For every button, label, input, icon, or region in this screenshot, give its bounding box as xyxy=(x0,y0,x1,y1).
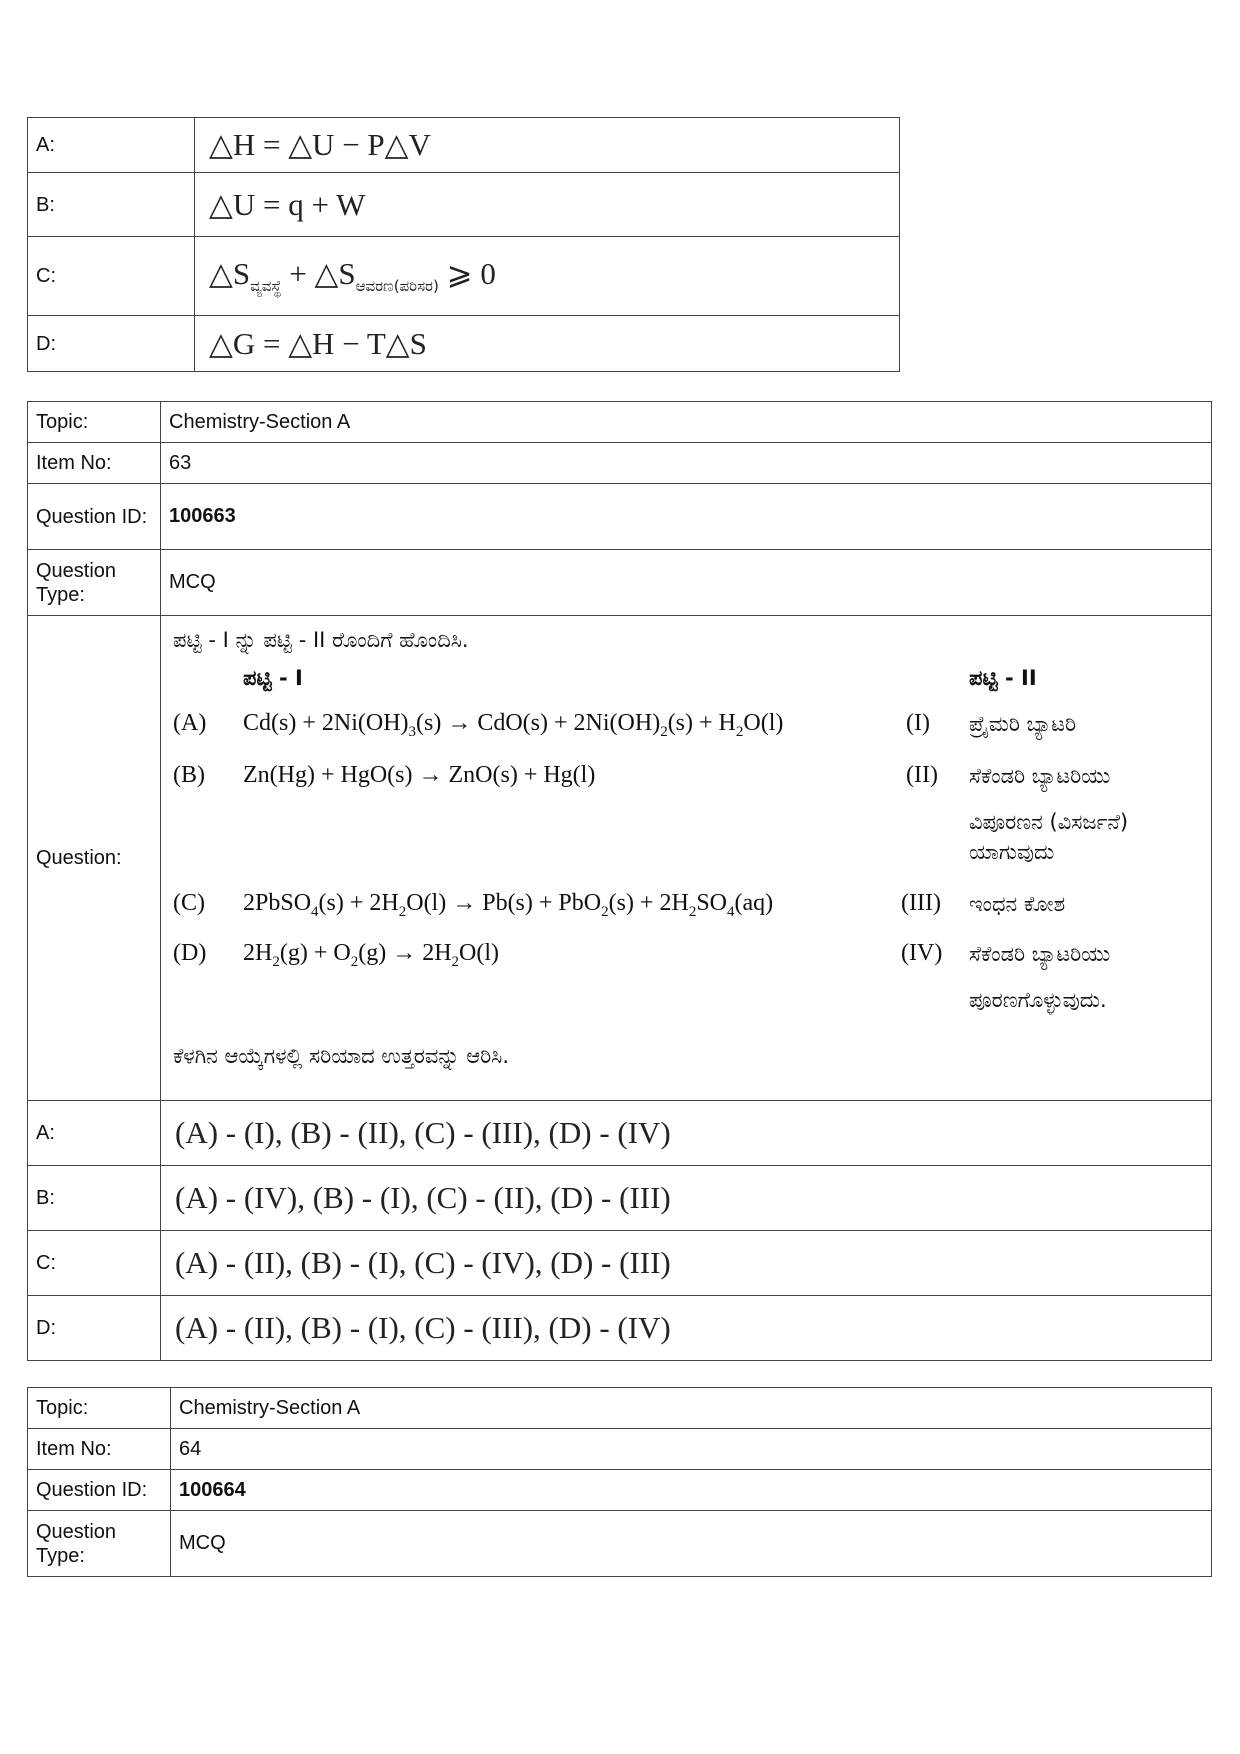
reaction-equation: 2PbSO$_4$(s) + $2H_2O(l) \to Pb(s) + PbO_2(s) + 2H_2SO_4(aq)$ xyxy=(243,890,774,920)
row-number: (I) xyxy=(906,710,930,736)
row-number: (II) xyxy=(906,762,938,788)
formula-part: + △S xyxy=(281,256,356,292)
meta-row-item xyxy=(28,443,1212,484)
meta-row-qtype xyxy=(28,550,1212,616)
row-description: ಸೆಕೆಂಡರಿ ಬ್ಯಾಟರಿಯು xyxy=(969,764,1111,788)
question-type-label: Question Type: xyxy=(28,550,161,616)
answer-option-text[interactable]: (A) - (II), (B) - (I), (C) - (III), (D) - (IV) xyxy=(161,1296,1212,1361)
row-description: ಪ್ರೈಮರಿ ಬ್ಯಾಟರಿ xyxy=(969,712,1077,736)
reaction-equation: Zn(Hg) + HgO(s) → ZnO(s) + Hg(l) xyxy=(243,762,596,788)
row-tag: (C) xyxy=(173,890,205,916)
answer-option-text[interactable]: (A) - (I), (B) - (II), (C) - (III), (D) - (IV) xyxy=(161,1101,1212,1166)
list1-header: ಪಟ್ಟಿ - I xyxy=(243,666,303,690)
question-id-label: Question ID: xyxy=(28,484,161,550)
meta-row-qid xyxy=(28,1470,1212,1511)
row-tag: (D) xyxy=(173,940,207,966)
reaction-equation: $2H_2(g) + O_2(g) \to 2H_2O(l)$ xyxy=(243,940,500,970)
option-row xyxy=(28,237,900,316)
question-63-table xyxy=(27,401,1212,1361)
formula-subscript: ಆವರಣ(ಪರಿಸರ) xyxy=(355,277,439,296)
row-description: ವಿಪೂರಣನ (ವಿಸರ್ಜನೆ) xyxy=(969,810,1129,834)
meta-row-qtype xyxy=(28,1511,1212,1577)
prev-options-table xyxy=(27,117,900,372)
row-description: ಯಾಗುವುದು xyxy=(969,840,1055,864)
question-id-value: 100663 xyxy=(161,484,1212,550)
row-tag: (A) xyxy=(173,710,207,736)
option-label: B: xyxy=(28,173,195,237)
answer-option-row[interactable] xyxy=(28,1101,1212,1166)
question-content xyxy=(161,616,1211,1100)
answer-option-row[interactable] xyxy=(28,1231,1212,1296)
formula-part: △S xyxy=(209,256,251,292)
question-label: Question: xyxy=(28,616,161,1101)
question-type-label: Question Type: xyxy=(28,1511,171,1577)
answer-option-text[interactable]: (A) - (II), (B) - (I), (C) - (IV), (D) - (III) xyxy=(161,1231,1212,1296)
topic-value: Chemistry-Section A xyxy=(161,402,1212,443)
meta-row-item xyxy=(28,1429,1212,1470)
topic-label: Topic: xyxy=(28,402,161,443)
list2-header: ಪಟ್ಟಿ - II xyxy=(969,666,1037,690)
option-formula: △G = △H − T△S xyxy=(195,316,900,372)
question-type-value: MCQ xyxy=(161,550,1212,616)
item-value: 64 xyxy=(171,1429,1212,1470)
answer-option-text[interactable]: (A) - (IV), (B) - (I), (C) - (II), (D) - (III) xyxy=(161,1166,1212,1231)
question-footer: ಕೆಳಗಿನ ಆಯ್ಕೆಗಳಲ್ಲಿ ಸರಿಯಾದ ಉತ್ತರವನ್ನು ಆರಿಸಿ. xyxy=(173,1044,510,1068)
row-tag: (B) xyxy=(173,762,205,788)
formula-subscript: ವ್ಯವಸ್ಥೆ xyxy=(250,277,282,296)
formula-part: ⩾ 0 xyxy=(438,256,496,292)
reaction-equation: $Cd(s) + 2Ni(OH)_3(s) \to CdO(s) + 2Ni(OH)_2(s) + H_2O(l)$ xyxy=(243,710,784,740)
row-number: (IV) xyxy=(901,940,943,966)
meta-row-topic xyxy=(28,1388,1212,1429)
option-label: A: xyxy=(28,118,195,173)
option-row xyxy=(28,316,900,372)
row-description: ಸೆಕೆಂಡರಿ ಬ್ಯಾಟರಿಯು xyxy=(969,942,1111,966)
topic-label: Topic: xyxy=(28,1388,171,1429)
question-instruction: ಪಟ್ಟಿ - I ನ್ನು ಪಟ್ಟಿ - II ರೊಂದಿಗೆ ಹೊಂದಿಸಿ. xyxy=(173,628,469,652)
question-id-label: Question ID: xyxy=(28,1470,171,1511)
row-number: (III) xyxy=(901,890,941,916)
answer-option-label: B: xyxy=(28,1166,161,1231)
topic-value: Chemistry-Section A xyxy=(171,1388,1212,1429)
answer-option-row[interactable] xyxy=(28,1296,1212,1361)
option-label: C: xyxy=(28,237,195,316)
meta-row-qid xyxy=(28,484,1212,550)
option-label: D: xyxy=(28,316,195,372)
option-formula: △U = q + W xyxy=(195,173,900,237)
answer-option-label: D: xyxy=(28,1296,161,1361)
question-type-value: MCQ xyxy=(171,1511,1212,1577)
item-label: Item No: xyxy=(28,1429,171,1470)
answer-option-row[interactable] xyxy=(28,1166,1212,1231)
answer-option-label: A: xyxy=(28,1101,161,1166)
row-description: ಪೂರಣಗೊಳ್ಳುವುದು. xyxy=(969,988,1107,1012)
question-id-value: 100664 xyxy=(171,1470,1212,1511)
question-body xyxy=(161,616,1212,1101)
question-row xyxy=(28,616,1212,1101)
item-label: Item No: xyxy=(28,443,161,484)
option-row xyxy=(28,118,900,173)
option-formula xyxy=(195,237,900,316)
item-value: 63 xyxy=(161,443,1212,484)
meta-row-topic xyxy=(28,402,1212,443)
row-description: ಇಂಧನ ಕೋಶ xyxy=(969,892,1066,916)
option-formula: △H = △U − P△V xyxy=(195,118,900,173)
option-row xyxy=(28,173,900,237)
question-64-table xyxy=(27,1387,1212,1577)
answer-option-label: C: xyxy=(28,1231,161,1296)
